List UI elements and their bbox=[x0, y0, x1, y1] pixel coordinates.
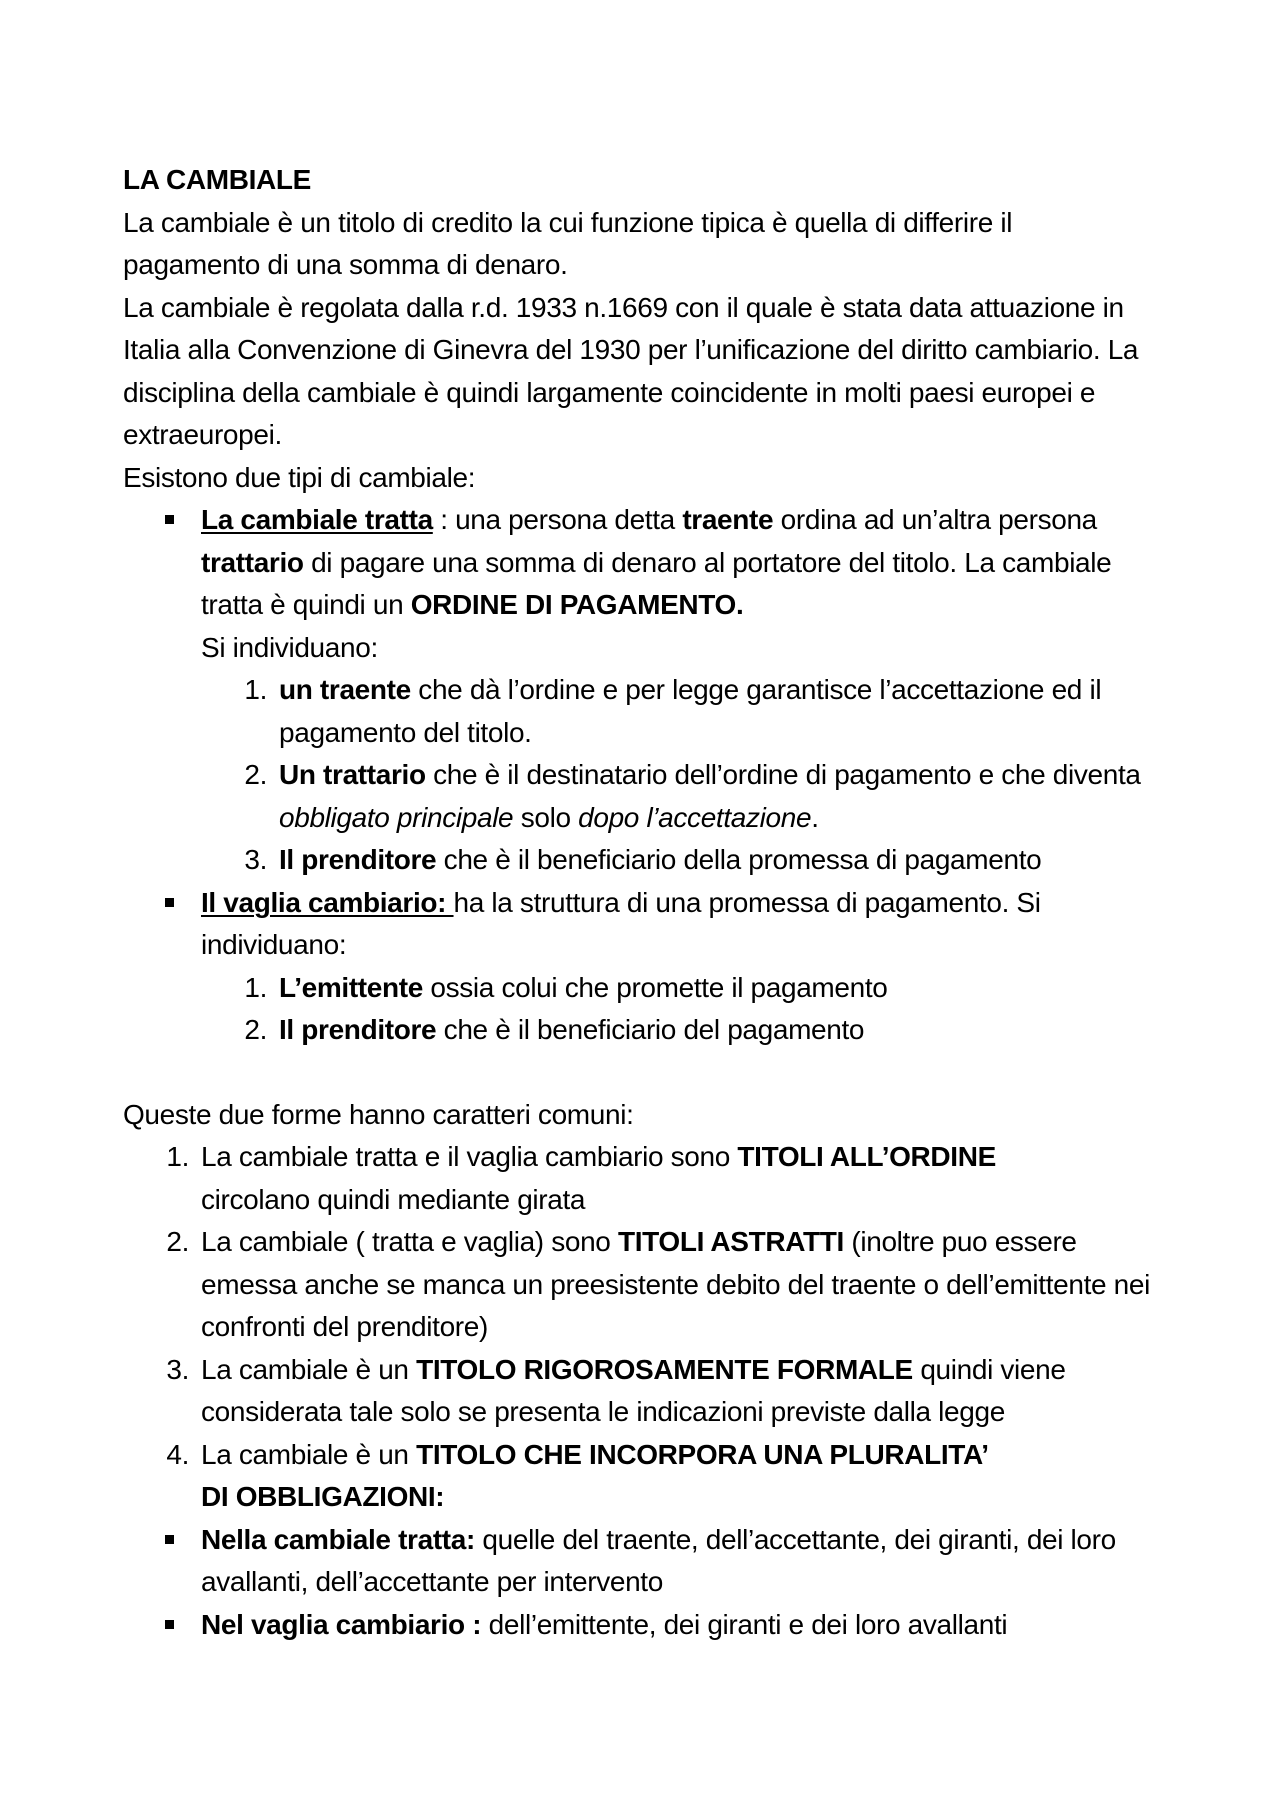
bullet-square-icon bbox=[165, 1535, 174, 1544]
list-marker: 2. bbox=[244, 759, 267, 790]
list-item: 2. La cambiale ( tratta e vaglia) sono TITOLI ASTRATTI (inoltre puo essere emessa anche se manca un preesistente debito del traente o dell’emittente nei confronti del prenditore) bbox=[123, 1221, 1160, 1349]
list-marker: 1. bbox=[244, 674, 267, 705]
list-marker: 1. bbox=[166, 1141, 189, 1172]
page-title: LA CAMBIALE bbox=[123, 164, 311, 195]
list-marker: 3. bbox=[166, 1353, 189, 1385]
bullet-square-icon bbox=[165, 515, 174, 524]
intro-paragraph-3: Esistono due tipi di cambiale: bbox=[123, 461, 476, 493]
list-item: 4. La cambiale è un TITOLO CHE INCORPORA UNA PLURALITA’ DI OBBLIGAZIONI: bbox=[123, 1434, 1160, 1519]
bullet-nel-vaglia-cambiario: Nel vaglia cambiario : dell’emittente, dei giranti e dei loro avallanti bbox=[123, 1604, 1160, 1647]
intro-paragraph-1: La cambiale è un titolo di credito la cui funzione tipica è quella di differire il pagamento di una somma di denaro. bbox=[123, 206, 1013, 280]
list-marker: 3. bbox=[244, 844, 267, 875]
list-marker: 1. bbox=[244, 971, 267, 1003]
bullet-cambiale-tratta bbox=[123, 499, 1160, 669]
paragraph-spacer bbox=[123, 1052, 1160, 1094]
vaglia-paragraph: Il vaglia cambiario: ha la struttura di una promessa di pagamento. Si individuano: bbox=[201, 886, 1041, 960]
tratta-paragraph: La cambiale tratta : una persona detta traente ordina ad un’altra persona trattario di pagare una somma di denaro al portatore del titolo. La cambiale tratta è quindi un ORDINE DI PAGAMENTO. bbox=[201, 504, 1112, 620]
list-marker: 2. bbox=[244, 1014, 267, 1045]
list-item: 1. un traente che dà l’ordine e per legge garantisce l’accettazione ed il pagamento del titolo. bbox=[123, 669, 1160, 754]
common-intro: Queste due forme hanno caratteri comuni: bbox=[123, 1098, 634, 1130]
vaglia-heading: Il vaglia cambiario: bbox=[201, 886, 454, 918]
list-item: 2. Un trattario che è il destinatario dell’ordine di pagamento e che diventa obbligato principale solo dopo l’accettazione. bbox=[123, 754, 1160, 839]
list-item: 1. La cambiale tratta e il vaglia cambiario sono TITOLI ALL’ORDINE circolano quindi mediante girata bbox=[123, 1136, 1160, 1221]
tratta-heading: La cambiale tratta bbox=[201, 504, 433, 535]
intro-paragraph-2: La cambiale è regolata dalla r.d. 1933 n.1669 con il quale è stata data attuazione in Italia alla Convenzione di Ginevra del 1930 per l’unificazione del diritto cambiario. La disciplina della cambiale è quindi largamente coincidente in molti paesi europei e extraeuropei. bbox=[123, 291, 1139, 450]
list-marker: 2. bbox=[166, 1226, 189, 1257]
list-item: 1. L’emittente ossia colui che promette il pagamento bbox=[123, 967, 1160, 1010]
tratta-individuano: Si individuano: bbox=[201, 631, 378, 663]
list-item: 3. La cambiale è un TITOLO RIGOROSAMENTE FORMALE quindi viene considerata tale solo se presenta le indicazioni previste dalla legge bbox=[123, 1349, 1160, 1434]
bullet-nella-cambiale-tratta: Nella cambiale tratta: quelle del traente, dell’accettante, dei giranti, dei loro avallanti, dell’accettante per intervento bbox=[123, 1519, 1160, 1604]
list-item: 3. Il prenditore che è il beneficiario della promessa di pagamento bbox=[123, 839, 1160, 882]
bullet-vaglia-cambiario bbox=[123, 882, 1160, 967]
bullet-square-icon bbox=[165, 1620, 174, 1629]
list-marker: 4. bbox=[166, 1438, 189, 1470]
list-item: 2. Il prenditore che è il beneficiario del pagamento bbox=[123, 1009, 1160, 1052]
bullet-square-icon bbox=[165, 898, 174, 907]
